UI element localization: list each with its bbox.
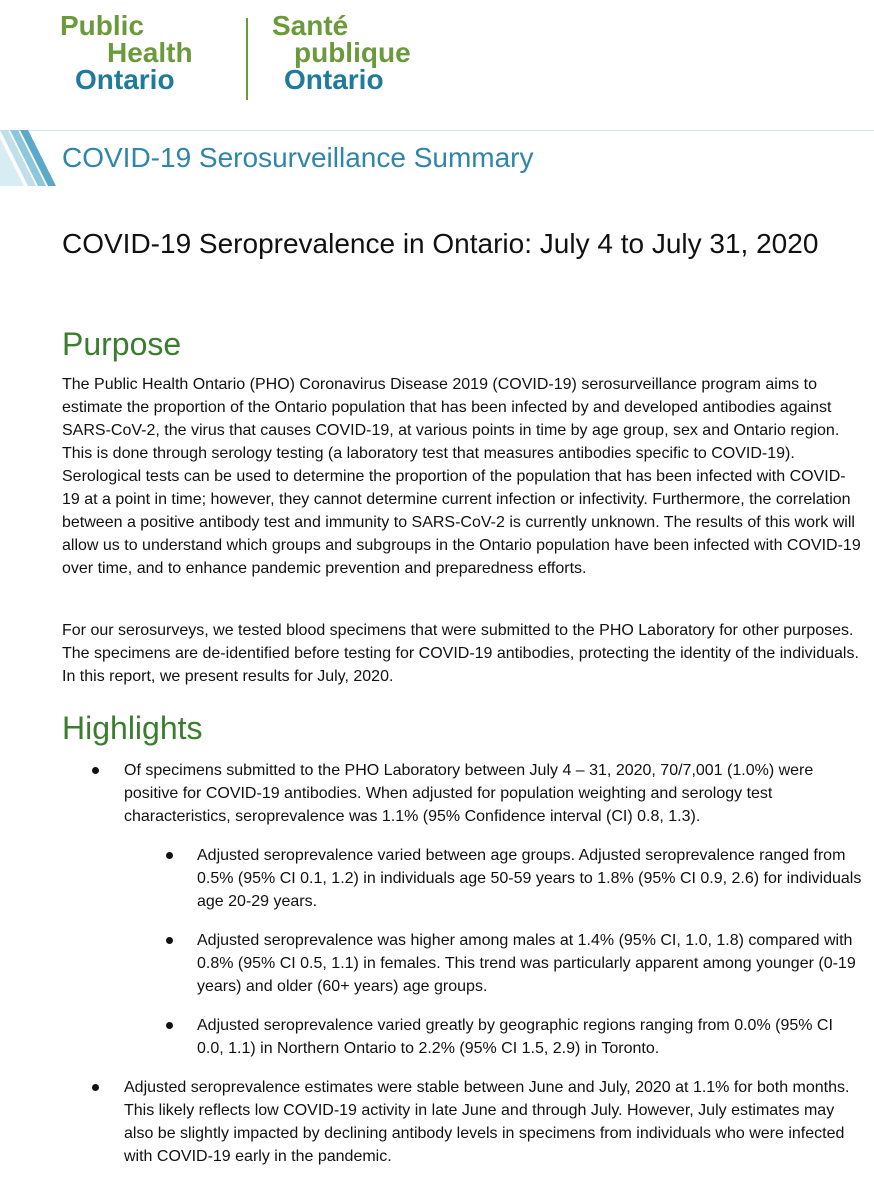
highlights-heading: Highlights: [62, 710, 203, 746]
purpose-paragraph-2: For our serosurveys, we tested blood specimens that were submitted to the PHO Laboratory for other purposes. The specimens are de-identified before testing for COVID-19 antibodies, protecting the identity of the individuals. In this report, we present results for July, 2020.: [62, 622, 859, 685]
banner-rule: [0, 130, 874, 131]
logo-fr-line-2: publique: [294, 37, 411, 68]
purpose-heading: Purpose: [62, 326, 182, 362]
logo-en-line-1: Public: [60, 10, 145, 41]
pho-logo: [60, 12, 480, 102]
highlight-sub-bullet-3: Adjusted seroprevalence varied greatly by geographic regions ranging from 0.0% (95% CI 0.0, 1.1) in Northern Ontario to 2.2% (95% CI 1.5, 2.9) in Toronto.: [62, 1014, 862, 1060]
highlight-sub-bullet-2: Adjusted seroprevalence was higher among males at 1.4% (95% CI, 1.0, 1.8) compared with 0.8% (95% CI 0.5, 1.1) in females. This trend was particularly apparent among younger (0-19 years) and older (60+ years) age groups.: [62, 929, 862, 998]
logo-en-line-2: Health: [107, 37, 193, 68]
logo-english: [60, 12, 235, 93]
highlight-bullet-2: Adjusted seroprevalence estimates were stable between June and July, 2020 at 1.1% for both months. This likely reflects low COVID-19 activity in late June and through July. However, July estimates may also be slightly impacted by declining antibody levels in specimens from individuals who were infected with COVID-19 early in the pandemic.: [62, 1076, 862, 1168]
logo-fr-line-3: Ontario: [284, 64, 384, 95]
logo-fr-line-1: Santé: [272, 10, 349, 41]
banner-stripes-icon: [0, 130, 60, 186]
highlights-list: [62, 759, 862, 1184]
document-title: COVID-19 Seroprevalence in Ontario: July 4 to July 31, 2020: [62, 228, 819, 259]
logo-french: [272, 12, 482, 93]
logo-divider: [246, 18, 248, 100]
logo-en-line-3: Ontario: [75, 64, 175, 95]
banner-title: COVID-19 Serosurveillance Summary: [62, 142, 534, 173]
purpose-paragraph-1: The Public Health Ontario (PHO) Coronavirus Disease 2019 (COVID-19) serosurveillance program aims to estimate the proportion of the Ontario population that has been infected by and developed antibodies against SARS-CoV-2, the virus that causes COVID-19, at various points in time by age group, sex and Ontario region. This is done through serology testing (a laboratory test that measures antibodies specific to COVID-19). Serological tests can be used to determine the proportion of the population that has been infected with COVID-19 at a point in time; however, they cannot determine current infection or infectivity. Furthermore, the correlation between a positive antibody test and immunity to SARS-CoV-2 is currently unknown. The results of this work will allow us to understand which groups and subgroups in the Ontario population have been infected with COVID-19 over time, and to enhance pandemic prevention and preparedness efforts.: [62, 376, 861, 577]
highlight-bullet-1: Of specimens submitted to the PHO Laboratory between July 4 – 31, 2020, 70/7,001 (1.0%) were positive for COVID-19 antibodies. When adjusted for population weighting and serology test characteristics, seroprevalence was 1.1% (95% Confidence interval (CI) 0.8, 1.3).: [62, 759, 862, 828]
summary-banner: [0, 130, 874, 186]
highlight-sub-bullet-1: Adjusted seroprevalence varied between age groups. Adjusted seroprevalence ranged from 0.5% (95% CI 0.1, 1.2) in individuals age 50-59 years to 1.8% (95% CI 0.9, 2.6) for individuals age 20-29 years.: [62, 844, 862, 913]
